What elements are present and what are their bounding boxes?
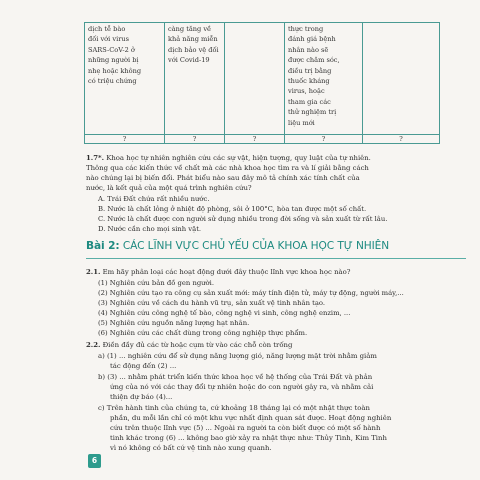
question-text: nước, là kết quả của một quá trình nghiên cứu? — [86, 184, 252, 192]
cell-line: virus, hoặc — [288, 87, 325, 96]
cell-line: điều trị bằng — [288, 66, 332, 75]
lesson-number: Bài 2: — [86, 240, 120, 252]
table-cell — [363, 23, 440, 135]
cell-line: đối với virus — [88, 35, 129, 44]
fill-in-line: c) Trên hành tinh của chúng ta, cứ khoảng 18 tháng lại có một nhật thực toàn — [98, 404, 370, 412]
fill-in-line: phần, du mỗi lần chỉ có một khu vực nhất định quan sát được. Hoạt động nghiên — [110, 414, 392, 422]
fill-in-line: tinh khác trong (6) ... không bao giờ xảy ra nhật thực như: Thủy Tinh, Kim Tinh — [110, 434, 387, 442]
question-text: Thông qua các kiến thức về chất mà các nhà khoa học tìm ra và lí giải bằng cách — [86, 164, 369, 172]
fill-in-line: cứu trên thuộc lĩnh vực (5) ... Ngoài ra người ta còn biết được có một số hành — [110, 424, 381, 432]
cell-line: càng tăng về — [168, 25, 212, 33]
cell-line: thử nghiệm trị — [288, 108, 337, 117]
fill-in-line: vì nó không có bất cứ vệ tinh nào xung quanh. — [110, 444, 272, 452]
table-row — [85, 23, 440, 135]
table-cell — [225, 23, 285, 135]
cell-line: những người bị — [88, 56, 139, 65]
cell-line: thuốc kháng — [288, 77, 330, 86]
cell-line: SARS-CoV-2 ở — [88, 45, 135, 54]
question-text: nào chúng lại bị biến đổi. Phát biểu nào sau đây mô tả chính xác tính chất của — [86, 174, 360, 182]
cell-line: với Covid-19 — [168, 56, 210, 65]
table-row — [85, 135, 440, 144]
cell-line: nhân nào sẽ — [288, 45, 329, 54]
question-text: Điền đầy đủ các từ hoặc cụm từ vào các chỗ còn trống — [102, 341, 293, 349]
cell-line: dịch tễ bào — [88, 25, 126, 33]
list-item: (2) Nghiên cứu tạo ra công cụ sản xuất mới: máy tính điện tử, máy tự động, người máy,... — [98, 289, 404, 297]
answer-option-c: C. Nước là chất được con người sử dụng nhiều trong đời sống và sản xuất từ rất lâu. — [98, 215, 388, 223]
list-item: (4) Nghiên cứu công nghệ tế bào, công nghệ vi sinh, công nghệ enzim, ... — [98, 309, 351, 317]
cell-line: thực trong — [288, 25, 324, 33]
list-item: (6) Nghiên cứu các chất dùng trong công nghiệp thực phẩm. — [98, 329, 308, 337]
question-number: 2.1. — [86, 268, 101, 276]
cell-line: liệu mới — [288, 118, 315, 127]
fill-in-line: thiện dự báo (4)... — [110, 393, 173, 401]
heading-divider — [86, 258, 466, 259]
table-cell — [85, 23, 165, 135]
lesson-title: CÁC LĨNH VỰC CHỦ YẾU CỦA KHOA HỌC TỰ NHIÊN — [122, 240, 390, 252]
cell-line: khả năng miễn — [168, 35, 218, 44]
question-1-7-line — [86, 153, 371, 163]
fill-in-line: ứng của nó với các thay đổi tự nhiên hoặc do con người gây ra, và nhằm cải — [110, 383, 374, 391]
question-text: Khoa học tự nhiên nghiên cứu các sự vật, hiện tượng, quy luật của tự nhiên. — [106, 154, 371, 162]
question-cell: ? — [363, 135, 440, 144]
question-2-1-line — [86, 267, 350, 277]
question-number: 1.7*. — [86, 154, 104, 162]
list-item: (1) Nghiên cứu bản đồ gen người. — [98, 279, 214, 287]
list-item: (3) Nghiên cứu về cách du hành vũ trụ, sản xuất vệ tinh nhân tạo. — [98, 299, 326, 307]
table-cell — [285, 23, 363, 135]
table-cell — [165, 23, 225, 135]
question-cell: ? — [285, 135, 363, 144]
question-2-2-line — [86, 340, 292, 350]
cell-line: có triệu chứng — [88, 77, 137, 86]
question-text: Em hãy phân loại các hoạt động dưới đây thuộc lĩnh vực khoa học nào? — [102, 268, 351, 276]
question-cell: ? — [165, 135, 225, 144]
cell-line: được chăm sóc, — [288, 56, 340, 65]
question-number: 2.2. — [86, 341, 101, 349]
fill-in-line: tác động đến (2) ... — [110, 362, 177, 370]
cell-line: đánh giá bệnh — [288, 35, 336, 44]
answer-option-d: D. Nước cần cho mọi sinh vật. — [98, 225, 202, 233]
page-number: 6 — [88, 454, 101, 468]
fill-in-line: a) (1) ... nghiên cứu để sử dụng năng lượng gió, năng lượng mặt trời nhằm giảm — [98, 352, 377, 360]
question-cell: ? — [85, 135, 165, 144]
answer-option-b: B. Nước là chất lỏng ở nhiệt độ phòng, sôi ở 100°C, hòa tan được một số chất. — [98, 205, 367, 213]
answer-option-a: A. Trái Đất chứa rất nhiều nước. — [98, 195, 210, 203]
cell-line: dịch bảo vệ đối — [168, 45, 219, 54]
comparison-table — [84, 22, 440, 144]
lesson-heading — [86, 240, 466, 252]
fill-in-line: b) (3) ... nhằm phát triển kiến thức khoa học về hệ thống của Trái Đất và phản — [98, 373, 373, 381]
list-item: (5) Nghiên cứu nguồn năng lượng hạt nhân. — [98, 319, 250, 327]
cell-line: nhẹ hoặc không — [88, 66, 142, 75]
cell-line: tham gia các — [288, 97, 331, 106]
question-cell: ? — [225, 135, 285, 144]
